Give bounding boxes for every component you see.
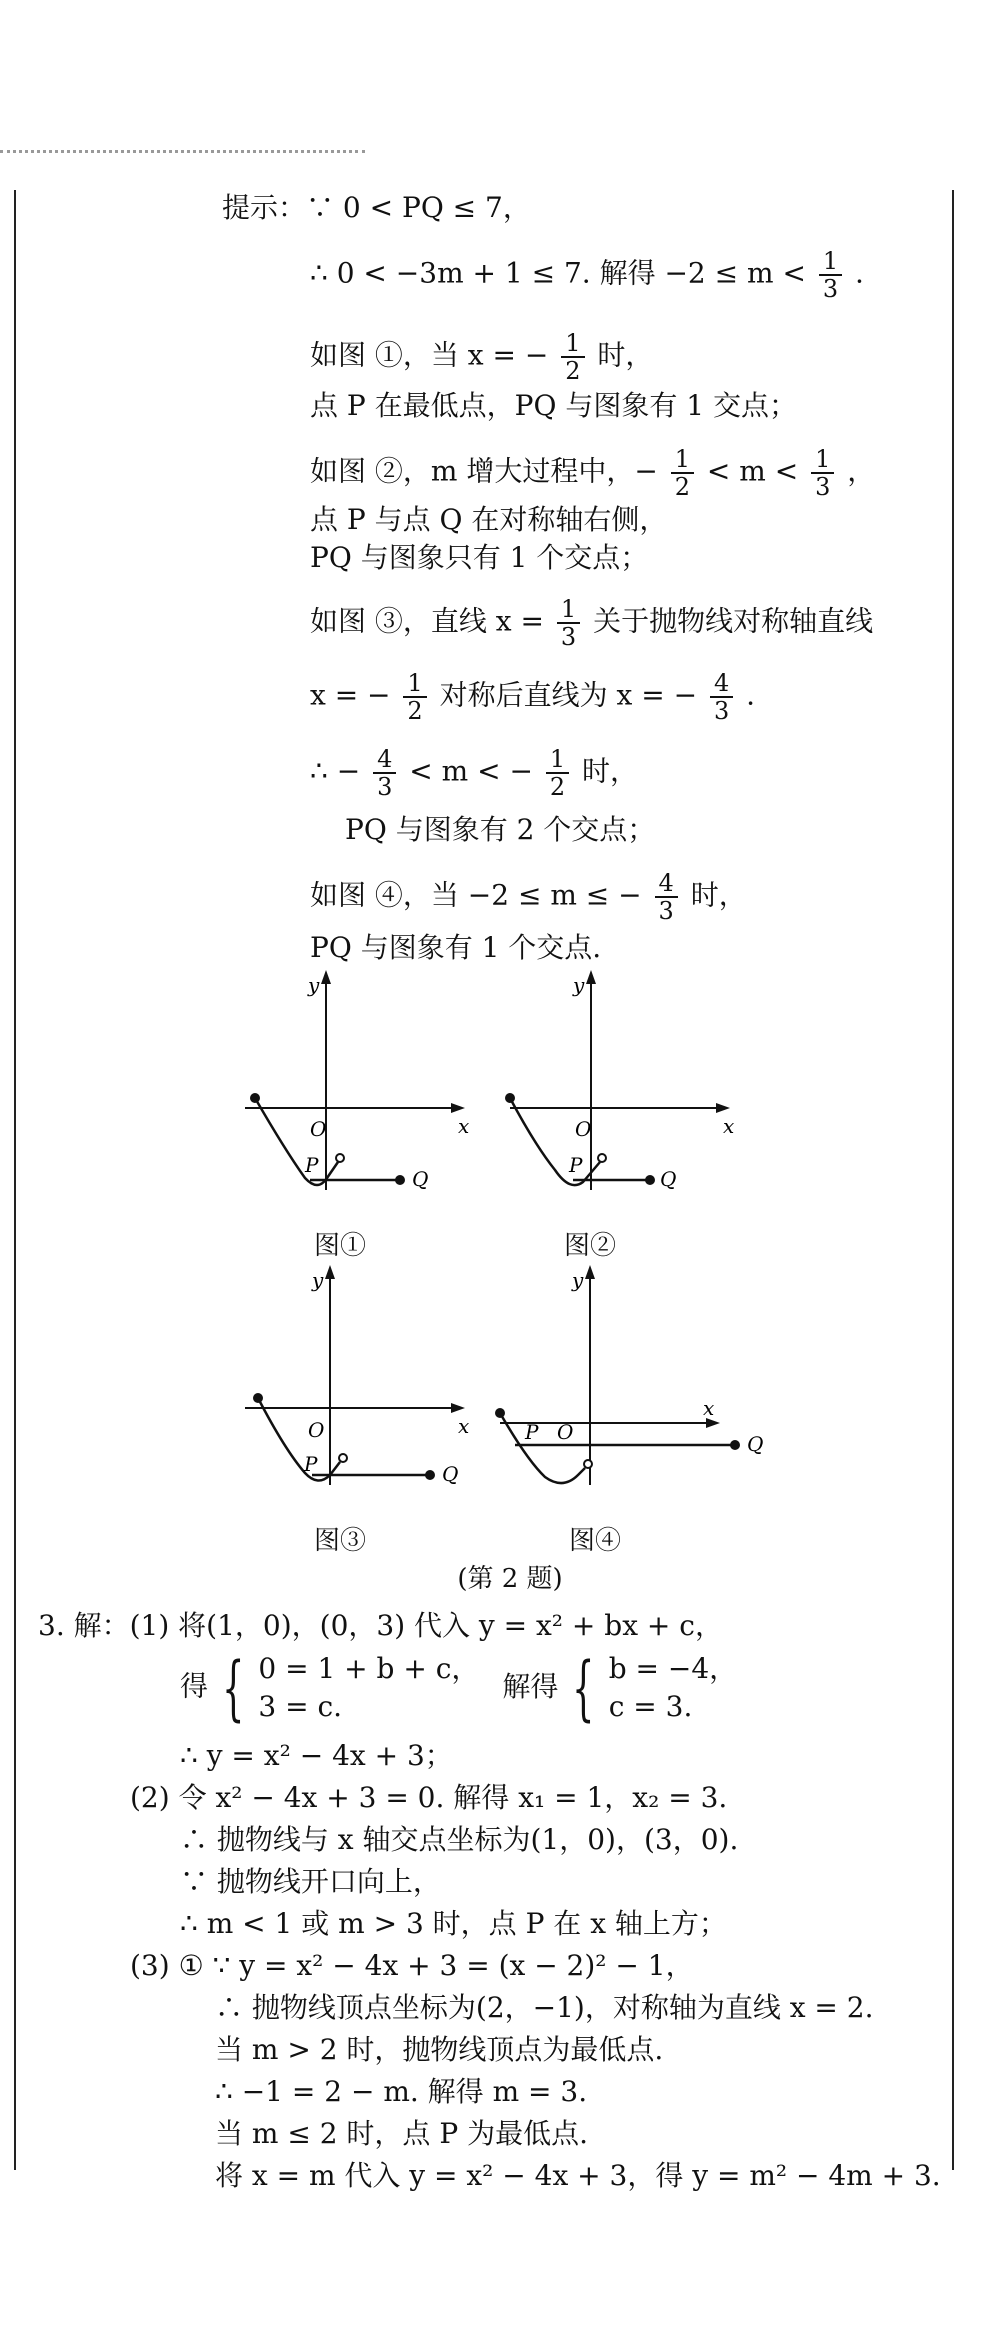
parabola (510, 1098, 600, 1185)
origin-label: O (310, 1117, 327, 1141)
q-label: Q (660, 1167, 677, 1191)
p-label: P (569, 1153, 583, 1177)
point-q-dot (730, 1440, 740, 1450)
q3-line-1: 3. 解：(1) 将(1，0)，(0，3) 代入 y = x² + bx + c， (38, 1609, 723, 1642)
open-endpoint (339, 1454, 347, 1462)
equation-system-1: 0 = 1 + b + c， 3 = c. (258, 1652, 480, 1723)
open-endpoint (336, 1154, 344, 1162)
q3-line-13: 将 x = m 代入 y = x² − 4x + 3，得 y = m² − 4m + 3. (215, 2159, 941, 2192)
hint-line-4: 点 P 在最低点，PQ 与图象有 1 交点； (310, 389, 797, 422)
fraction: $\frac{1}{3}$ (819, 248, 842, 302)
fraction: $\frac{4}{3}$ (373, 746, 396, 800)
y-axis-arrow (321, 970, 331, 984)
x-label: x (458, 1414, 470, 1438)
origin-label: O (575, 1117, 592, 1141)
figure-2-caption: 图② (563, 1231, 616, 1261)
y-axis-arrow (586, 970, 596, 984)
p-label: P (525, 1420, 539, 1444)
origin-label: O (308, 1418, 325, 1442)
fraction: $\frac{1}{2}$ (671, 446, 694, 500)
fraction: $\frac{4}{3}$ (655, 870, 678, 924)
x-axis-arrow (716, 1103, 730, 1113)
hint-line-11: PQ 与图象有 2 个交点； (345, 813, 656, 846)
hint-line-3: 如图 ①，当 x = − $\frac{1}{2}$ 时， (310, 329, 654, 385)
endpoint-dot (495, 1408, 505, 1418)
left-margin-line (14, 190, 16, 2170)
fraction: $\frac{1}{3}$ (557, 596, 580, 650)
endpoint-dot (253, 1393, 263, 1403)
fraction: $\frac{1}{3}$ (811, 446, 834, 500)
q-label: Q (747, 1432, 764, 1456)
left-brace: { (572, 1647, 595, 1729)
hint-line-5: 如图 ②，m 增大过程中，− $\frac{1}{2}$ < m < $\frac{1}{3}$ ， (310, 445, 876, 501)
y-axis-arrow (325, 1265, 335, 1279)
point-q-dot (395, 1175, 405, 1185)
q3-line-5: ∴ 抛物线与 x 轴交点坐标为(1，0)，(3，0). (180, 1823, 739, 1856)
hint-line-9: x = − $\frac{1}{2}$ 对称后直线为 x = − $\frac{4}{3}$ . (310, 669, 756, 725)
right-margin-line (952, 190, 954, 2170)
figure-group-caption: (第 2 题) (457, 1564, 563, 1594)
q3-line-10: 当 m > 2 时，抛物线顶点为最低点. (215, 2033, 664, 2066)
q3-line-4: (2) 令 x² − 4x + 3 = 0. 解得 x₁ = 1，x₂ = 3. (130, 1781, 728, 1814)
open-endpoint (584, 1460, 592, 1468)
parabola (258, 1398, 340, 1481)
hint-line-1: 提示：∵ 0 < PQ ≤ 7， (222, 191, 531, 224)
point-q-dot (425, 1470, 435, 1480)
q3-line-8: (3) ① ∵ y = x² − 4x + 3 = (x − 2)² − 1， (130, 1949, 694, 1982)
hint-line-7: PQ 与图象只有 1 个交点； (310, 541, 649, 574)
fraction: $\frac{1}{2}$ (546, 746, 569, 800)
hint-line-10: ∴ − $\frac{4}{3}$ < m < − $\frac{1}{2}$ 时， (310, 745, 639, 801)
endpoint-dot (505, 1093, 515, 1103)
fraction: $\frac{1}{2}$ (403, 670, 426, 724)
q3-line-2: 得 { 0 = 1 + b + c， 3 = c. 解得 { b = −4， c = 3. (180, 1647, 738, 1729)
hint-line-6: 点 P 与点 Q 在对称轴右侧， (310, 503, 668, 536)
q3-line-6: ∵ 抛物线开口向上， (180, 1865, 441, 1898)
p-label: P (304, 1452, 318, 1476)
q3-line-3: ∴ y = x² − 4x + 3； (180, 1739, 453, 1772)
fraction: $\frac{1}{2}$ (561, 330, 584, 384)
y-axis-arrow (585, 1265, 595, 1279)
hint-line-12: 如图 ④，当 −2 ≤ m ≤ − $\frac{4}{3}$ 时， (310, 869, 747, 925)
x-label: x (723, 1114, 735, 1138)
figure-4-caption: 图④ (568, 1526, 621, 1556)
x-label: x (703, 1396, 715, 1420)
y-label: y (573, 973, 585, 997)
y-label: y (308, 973, 320, 997)
q-label: Q (442, 1462, 459, 1486)
x-label: x (458, 1114, 470, 1138)
hint-line-13: PQ 与图象有 1 个交点. (310, 931, 602, 964)
figure-1 (230, 970, 490, 1210)
q3-line-9: ∴ 抛物线顶点坐标为(2，−1)，对称轴为直线 x = 2. (215, 1991, 874, 2024)
q3-line-11: ∴ −1 = 2 − m. 解得 m = 3. (215, 2075, 588, 2108)
p-label: P (305, 1153, 319, 1177)
figure-2 (495, 970, 755, 1210)
y-label: y (572, 1268, 584, 1292)
q3-line-12: 当 m ≤ 2 时，点 P 为最低点. (215, 2117, 588, 2150)
open-endpoint (598, 1154, 606, 1162)
x-axis-arrow (451, 1103, 465, 1113)
figure-3-caption: 图③ (313, 1526, 366, 1556)
point-q-dot (645, 1175, 655, 1185)
figure-1-caption: 图① (313, 1231, 366, 1261)
figure-4 (485, 1265, 785, 1505)
y-label: y (312, 1268, 324, 1292)
origin-label: O (557, 1420, 574, 1444)
hint-line-8: 如图 ③，直线 x = $\frac{1}{3}$ 关于抛物线对称轴直线 (310, 595, 874, 651)
x-axis-arrow (451, 1403, 465, 1413)
top-dashed-rule (0, 150, 365, 153)
q-label: Q (412, 1167, 429, 1191)
hint-line-2: ∴ 0 < −3m + 1 ≤ 7. 解得 −2 ≤ m < $\frac{1}{3}$ . (310, 247, 864, 303)
left-brace: { (222, 1647, 245, 1729)
endpoint-dot (250, 1093, 260, 1103)
figure-3 (230, 1265, 490, 1505)
fraction: $\frac{4}{3}$ (710, 670, 733, 724)
equation-system-2: b = −4， c = 3. (608, 1652, 738, 1723)
q3-line-7: ∴ m < 1 或 m > 3 时，点 P 在 x 轴上方； (180, 1907, 727, 1940)
